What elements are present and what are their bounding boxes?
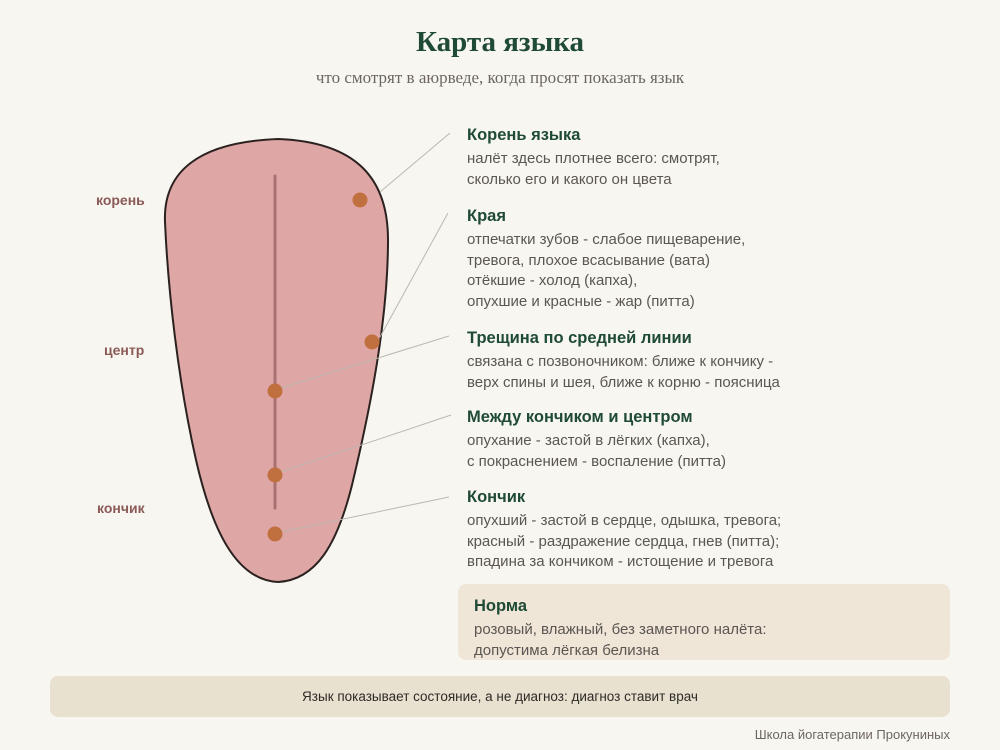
marker-tip: [268, 527, 283, 542]
section-title: Кончик: [467, 488, 526, 506]
page-title: Карта языка: [416, 26, 584, 58]
section-line: красный - раздражение сердца, гнев (питта);: [467, 532, 780, 550]
norm-line: допустима лёгкая белизна: [474, 641, 660, 659]
section-tip: [467, 487, 827, 573]
norm-line: розовый, влажный, без заметного налёта:: [474, 621, 767, 638]
leader-line-edges: [380, 213, 448, 337]
page-subtitle: что смотрят в аюрведе, когда просят показать язык: [315, 68, 685, 87]
disclaimer-text: Язык показывает состояние, а не диагноз: диагноз ставит врач: [302, 689, 698, 704]
section-crack: [467, 328, 827, 393]
section-root: [467, 125, 827, 190]
section-title: Между кончиком и центром: [467, 408, 693, 426]
section-title: Трещина по средней линии: [467, 329, 692, 347]
norm-title: Норма: [474, 597, 528, 615]
section-title: Края: [467, 207, 506, 225]
section-between: [467, 407, 827, 472]
leader-line-root: [380, 133, 450, 192]
section-line: опухший - застой в сердце, одышка, тревога;: [467, 512, 782, 529]
section-line: впадина за кончиком - истощение и тревога: [467, 553, 774, 570]
section-line: связана с позвоночником: ближе к кончику -: [467, 353, 774, 370]
marker-between: [268, 468, 283, 483]
section-line: тревога, плохое всасывание (вата): [467, 251, 711, 269]
marker-edges: [365, 335, 380, 350]
marker-root: [353, 193, 368, 208]
disclaimer-note: [50, 676, 950, 717]
section-line: налёт здесь плотнее всего: смотрят,: [467, 150, 720, 167]
norm-box: [458, 584, 950, 660]
side-label-root: корень: [96, 192, 145, 208]
section-line: опухшие и красные - жар (питта): [467, 292, 695, 310]
section-line: сколько его и какого он цвета: [467, 170, 672, 188]
section-line: верх спины и шея, ближе к корню - поясница: [467, 373, 780, 391]
section-line: с покраснением - воспаление (питта): [467, 452, 726, 470]
side-label-tip: кончик: [97, 500, 145, 516]
section-title: Корень языка: [467, 126, 581, 144]
marker-crack: [268, 384, 283, 399]
section-edges: [467, 206, 827, 312]
side-label-center: центр: [104, 342, 145, 358]
footer-credit: Школа йогатерапии Прокуниных: [754, 727, 950, 742]
section-line: отёкшие - холод (капха),: [467, 272, 638, 289]
section-line: опухание - застой в лёгких (капха),: [467, 432, 710, 449]
section-line: отпечатки зубов - слабое пищеварение,: [467, 231, 746, 248]
